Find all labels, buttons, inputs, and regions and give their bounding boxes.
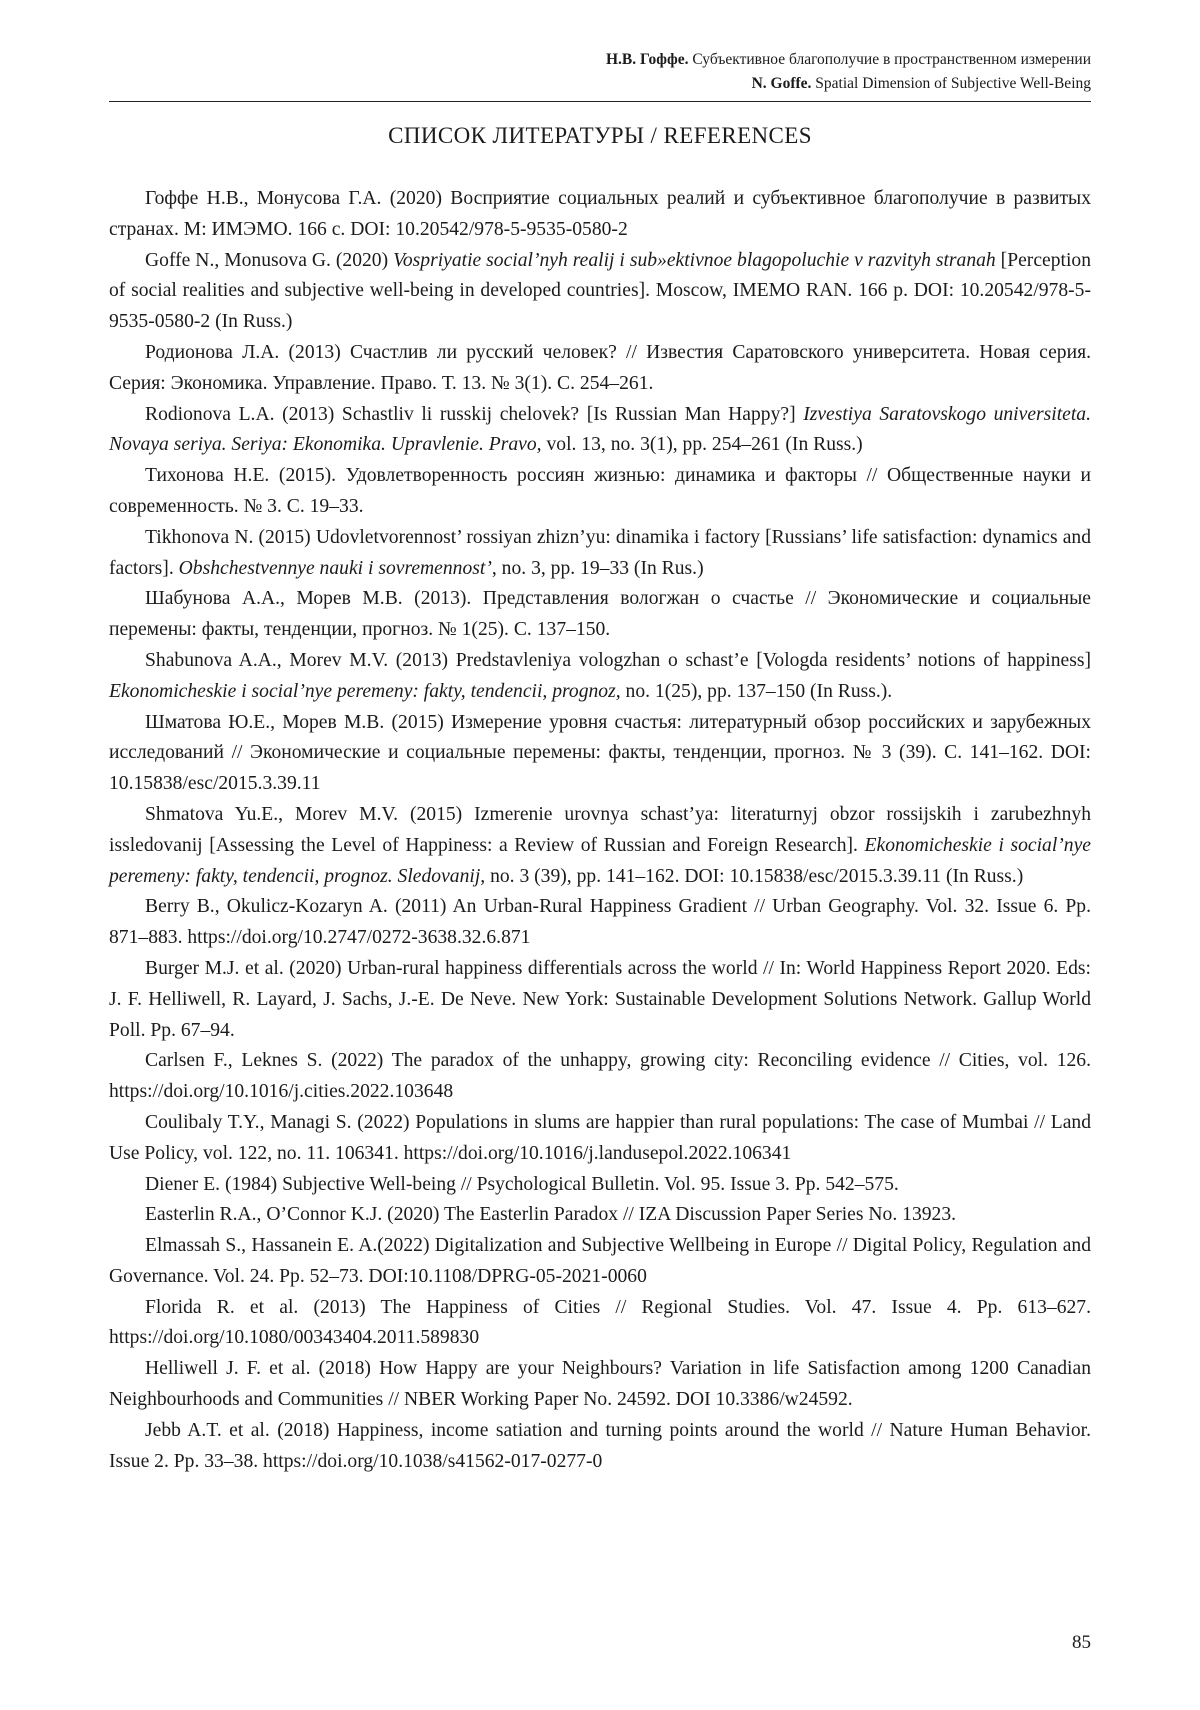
header-divider [109, 101, 1091, 102]
running-head [109, 48, 1091, 96]
running-head-en-author: N. Goffe. [751, 75, 812, 92]
reference-entry: Elmassah S., Hassanein E. A.(2022) Digitalization and Subjective Wellbeing in Europe // Digital Policy, Regulation and Governance. Vol. 24. Pp. 52–73. DOI:10.1108/DPRG-05-2021-0060 [109, 1235, 1091, 1287]
running-head-en-title: Spatial Dimension of Subjective Well-Being [815, 75, 1091, 92]
running-head-ru [109, 48, 1091, 72]
reference-entry: Berry B., Okulicz-Kozaryn A. (2011) An Urban-Rural Happiness Gradient // Urban Geography. Vol. 32. Issue 6. Pp. 871–883. https://doi.org/10.2747/0272-3638.32.6.871 [109, 896, 1091, 949]
running-head-en [109, 72, 1091, 96]
reference-entry: Шабунова А.А., Морев М.В. (2013). Представления вологжан о счастье // Экономические и социальные перемены: факты, тенденции, прогноз. № 1(25). С. 137–150. [109, 588, 1091, 641]
reference-entry: Carlsen F., Leknes S. (2022) The paradox of the unhappy, growing city: Reconciling evidence // Cities, vol. 126. https://doi.org/10.1016/j.cities.2022.103648 [109, 1050, 1091, 1103]
reference-entry: Burger M.J. et al. (2020) Urban-rural happiness differentials across the world // In: World Happiness Report 2020. Eds: J. F. Helliwell, R. Layard, J. Sachs, J.-E. De Neve. New York: Sustainable Development Solutions Network. Gallup World Poll. Pp. 67–94. [109, 957, 1091, 1041]
reference-entry: Tikhonova N. (2015) Udovletvorennost’ rossiyan zhizn’yu: dinamika i factory [Russians’ life satisfaction: dynamics and factors]. Obshchestvennye nauki i sovremennost’, no. 3, pp. 19–33 (In Rus.) [109, 526, 1091, 579]
reference-entry: Shmatova Yu.E., Morev M.V. (2015) Izmerenie urovnya schast’ya: literaturnyj obzor rossijskih i zarubezhnyh issledovanij [Assessing the Level of Happiness: a Review of Russian and Foreign Research]. Ekonomicheskie i social’nye peremeny: fakty, tendencii, prognoz. Sledovanij, no. 3 (39), pp. 141–162. DOI: 10.15838/esc/2015.3.39.11 (In Russ.) [109, 803, 1091, 887]
page-number: 85 [1072, 1632, 1091, 1653]
reference-entry: Easterlin R.A., O’Connor K.J. (2020) The Easterlin Paradox // IZA Discussion Paper Series No. 13923. [145, 1204, 957, 1226]
reference-list [109, 184, 1091, 1477]
running-head-ru-title: Субъективное благополучие в пространственном измерении [692, 51, 1091, 68]
section-title: СПИСОК ЛИТЕРАТУРЫ / REFERENCES [388, 123, 812, 148]
reference-entry: Shabunova A.A., Morev M.V. (2013) Predstavleniya vologzhan o schast’e [Vologda residents’ notions of happiness] Ekonomicheskie i social’nye peremeny: fakty, tendencii, prognoz, no. 1(25), pp. 137–150 (In Russ.). [109, 649, 1091, 702]
reference-entry: Coulibaly T.Y., Managi S. (2022) Populations in slums are happier than rural populations: The case of Mumbai // Land Use Policy, vol. 122, no. 11. 106341. https://doi.org/10.1016/j.landusepol.2022.106341 [109, 1111, 1091, 1164]
reference-entry: Rodionova L.A. (2013) Schastliv li russkij chelovek? [Is Russian Man Happy?] Izvestiya Saratovskogo universiteta. Novaya seriya. Seriya: Ekonomika. Upravlenie. Pravo, vol. 13, no. 3(1), pp. 254–261 (In Russ.) [109, 403, 1091, 456]
reference-entry: Helliwell J. F. et al. (2018) How Happy are your Neighbours? Variation in life Satisfaction among 1200 Canadian Neighbourhoods and Communities // NBER Working Paper No. 24592. DOI 10.3386/w24592. [109, 1358, 1091, 1411]
reference-entry: Jebb A.T. et al. (2018) Happiness, income satiation and turning points around the world // Nature Human Behavior. Issue 2. Pp. 33–38. https://doi.org/10.1038/s41562-017-0277-0 [109, 1419, 1091, 1472]
reference-entry: Гоффе Н.В., Монусова Г.А. (2020) Восприятие социальных реалий и субъективное благополучие в развитых странах. М: ИМЭМО. 166 с. DOI: 10.20542/978-5-9535-0580-2 [109, 188, 1091, 240]
reference-entry: Florida R. et al. (2013) The Happiness of Cities // Regional Studies. Vol. 47. Issue 4. Pp. 613–627. https://doi.org/10.1080/00343404.2011.589830 [109, 1296, 1091, 1349]
running-head-ru-author: Н.В. Гоффе. [606, 51, 689, 68]
reference-entry: Diener E. (1984) Subjective Well-being // Psychological Bulletin. Vol. 95. Issue 3. Pp. 542–575. [145, 1173, 899, 1195]
reference-entry: Родионова Л.А. (2013) Счастлив ли русский человек? // Известия Саратовского университета. Новая серия. Серия: Экономика. Управление. Право. Т. 13. № 3(1). С. 254–261. [109, 341, 1091, 394]
reference-entry: Тихонова Н.Е. (2015). Удовлетворенность россиян жизнью: динамика и факторы // Общественные науки и современность. № 3. С. 19–33. [109, 465, 1091, 517]
reference-entry: Шматова Ю.Е., Морев М.В. (2015) Измерение уровня счастья: литературный обзор российских и зарубежных исследований // Экономические и социальные перемены: факты, тенденции, прогноз. № 3 (39). С. 141–162. DOI: 10.15838/esc/2015.3.39.11 [109, 711, 1091, 795]
reference-entry: Goffe N., Monusova G. (2020) Vospriyatie social’nyh realij i sub»ektivnoe blagopoluchie v razvityh stranah [Perception of social realities and subjective well-being in developed countries]. Moscow, IMEMO RAN. 166 p. DOI: 10.20542/978-5-9535-0580-2 (In Russ.) [109, 249, 1091, 333]
